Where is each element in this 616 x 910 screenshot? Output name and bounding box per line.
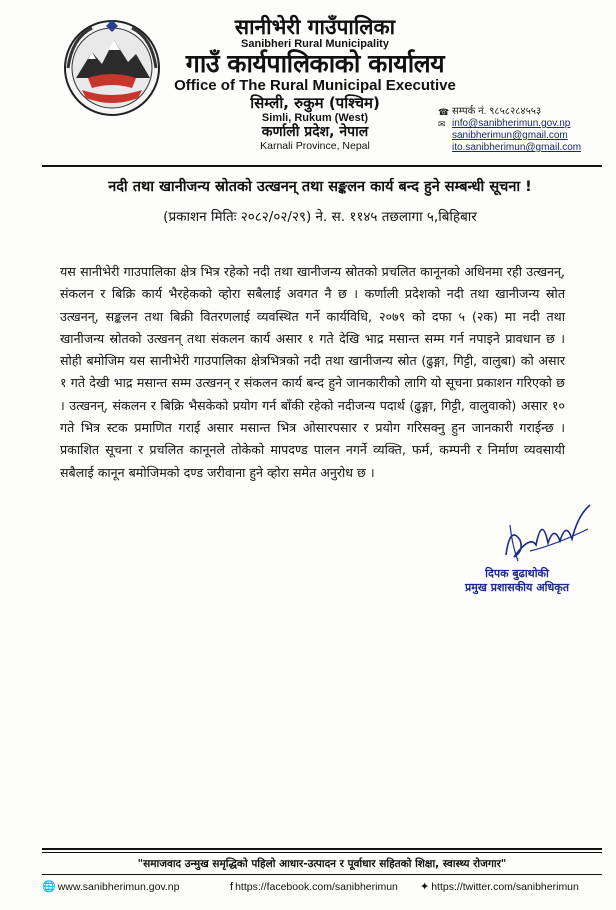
nepal-emblem-icon [62,18,162,118]
place-en: Simli, Rukum (West) [261,112,369,124]
email-row-3 [438,142,613,154]
header-divider [42,165,602,167]
phone-label: सम्पर्क नं. [452,106,487,117]
phone-number: ९८५८२८४५५३ [489,106,542,117]
notice-paragraph: यस सानीभेरी गाउपालिका क्षेत्र भित्र रहेको नदी तथा खानीजन्य स्रोतको प्रचलित कानूनको अधिनमा रही उत्खनन्, संकलन र बिक्रि कार्य भैरहेकको व्होरा सबैलाई अवगत नै छ । कर्णाली प्रदेशको नदी तथा खानीजन्य स्रोत उत्खनन्, सङ्कलन तथा बिक्री वितरणलाई व्यवस्थित गर्ने कार्यविधि, २०७९ को दफा ५ (२क) मा नदी तथा खानीजन्य स्रोतको उत्खनन् तथा संकलन कार्य असार १ गते देखि भाद्र मसान्त सम्म गर्न नपाइने प्रावधान छ । सोही बमोजिम यस सानीभेरी गाउपालिका क्षेत्रभित्रको नदी तथा खानीजन्य स्रोत (ढुङ्गा, गिट्टी, वालुबा) को असार १ गते देखी भाद्र मसान्त सम्म उत्खनन् र संकलन कार्य बन्द हुने जानकारीको लागि यो सूचना प्रकाशन गरिएको छ । उत्खनन्, संकलन र बिक्रि भैसकेको प्रयोग गर्न बाँकी रहेको नदीजन्य पदार्थ (ढुङ्गा, गिट्टी, वालुवाको) असार १० गते भित्र स्टक प्रमाणित गराई असार मसान्त भित्र ओसारपसार र प्रयोग गरिसक्नु हुन जानकारी गराईन्छ । प्रकाशित सूचना र प्रचलित कानूनले तोकेको मापदण्ड पालन नगर्ने व्यक्ति, फर्म, कम्पनी र निर्माण व्यवसायी सबैलाई कानून बमोजिमको दण्ड जरीवाना हुने व्होरा समेत अनुरोध छ । [60,264,565,480]
footer-divider-thin [42,852,602,853]
website-item [42,879,230,895]
municipality-name-np: सानीभेरी गाउँपालिका [234,14,396,39]
facebook-item [230,879,420,895]
signature-icon [500,485,595,570]
place-np: सिम्ली, रुकुम (पश्चिम) [250,94,380,112]
facebook-link[interactable]: https://facebook.com/sanibherimun [235,881,398,893]
website-link[interactable]: www.sanibherimun.gov.np [57,881,180,893]
office-header [150,16,480,152]
footer-links [42,879,616,895]
footer-slogan: "समाजवाद उन्मुख समृद्धिको पहिलो आधार-उत्पादन र पूर्वाधार सहितको शिक्षा, स्वास्थ्य रोजगार" [137,858,507,870]
municipality-name-en: Sanibheri Rural Municipality [241,38,389,50]
notice-body [60,261,565,484]
office-name-en: Office of The Rural Municipal Executive [174,77,456,94]
phone-icon: ☎ [438,107,450,117]
contact-block [438,106,613,154]
signatory-designation: प्रमुख प्रशासकीय अधिकृत [465,581,569,594]
twitter-link[interactable]: https://twitter.com/sanibherimun [431,881,579,893]
office-name-np: गाउँ कार्यपालिकाको कार्यालय [185,49,445,78]
phone-row [438,106,613,118]
mail-icon: ✉ [438,119,446,129]
email-row [438,118,613,130]
signatory [452,567,582,595]
email-link-info[interactable]: info@sanibherimun.gov.np [452,118,571,129]
twitter-item [420,879,610,895]
footer-divider-bottom [42,874,602,875]
email-row-2 [438,130,613,142]
publication-date: (प्रकाशन मितिः २०८२/०२/२९) ने. स. ११४५ तछलागा ५,बिहिबार [163,209,477,225]
email-link-gmail[interactable]: sanibherimun@gmail.com [452,130,568,141]
twitter-icon: ✦ [420,881,430,893]
globe-icon: 🌐 [42,881,56,893]
notice-title: नदी तथा खानीजन्य स्रोतको उत्खनन् तथा सङ्कलन कार्य बन्द हुने सम्बन्धी सूचना ! [108,179,532,195]
footer-divider-thick [42,848,602,850]
province-en: Karnali Province, Nepal [260,140,370,152]
province-np: कर्णाली प्रदेश, नेपाल [261,124,369,140]
email-link-ito[interactable]: ito.sanibherimun@gmail.com [452,142,582,153]
facebook-icon: f [230,881,234,893]
signatory-name: दिपक बुढाथोकी [485,567,549,580]
